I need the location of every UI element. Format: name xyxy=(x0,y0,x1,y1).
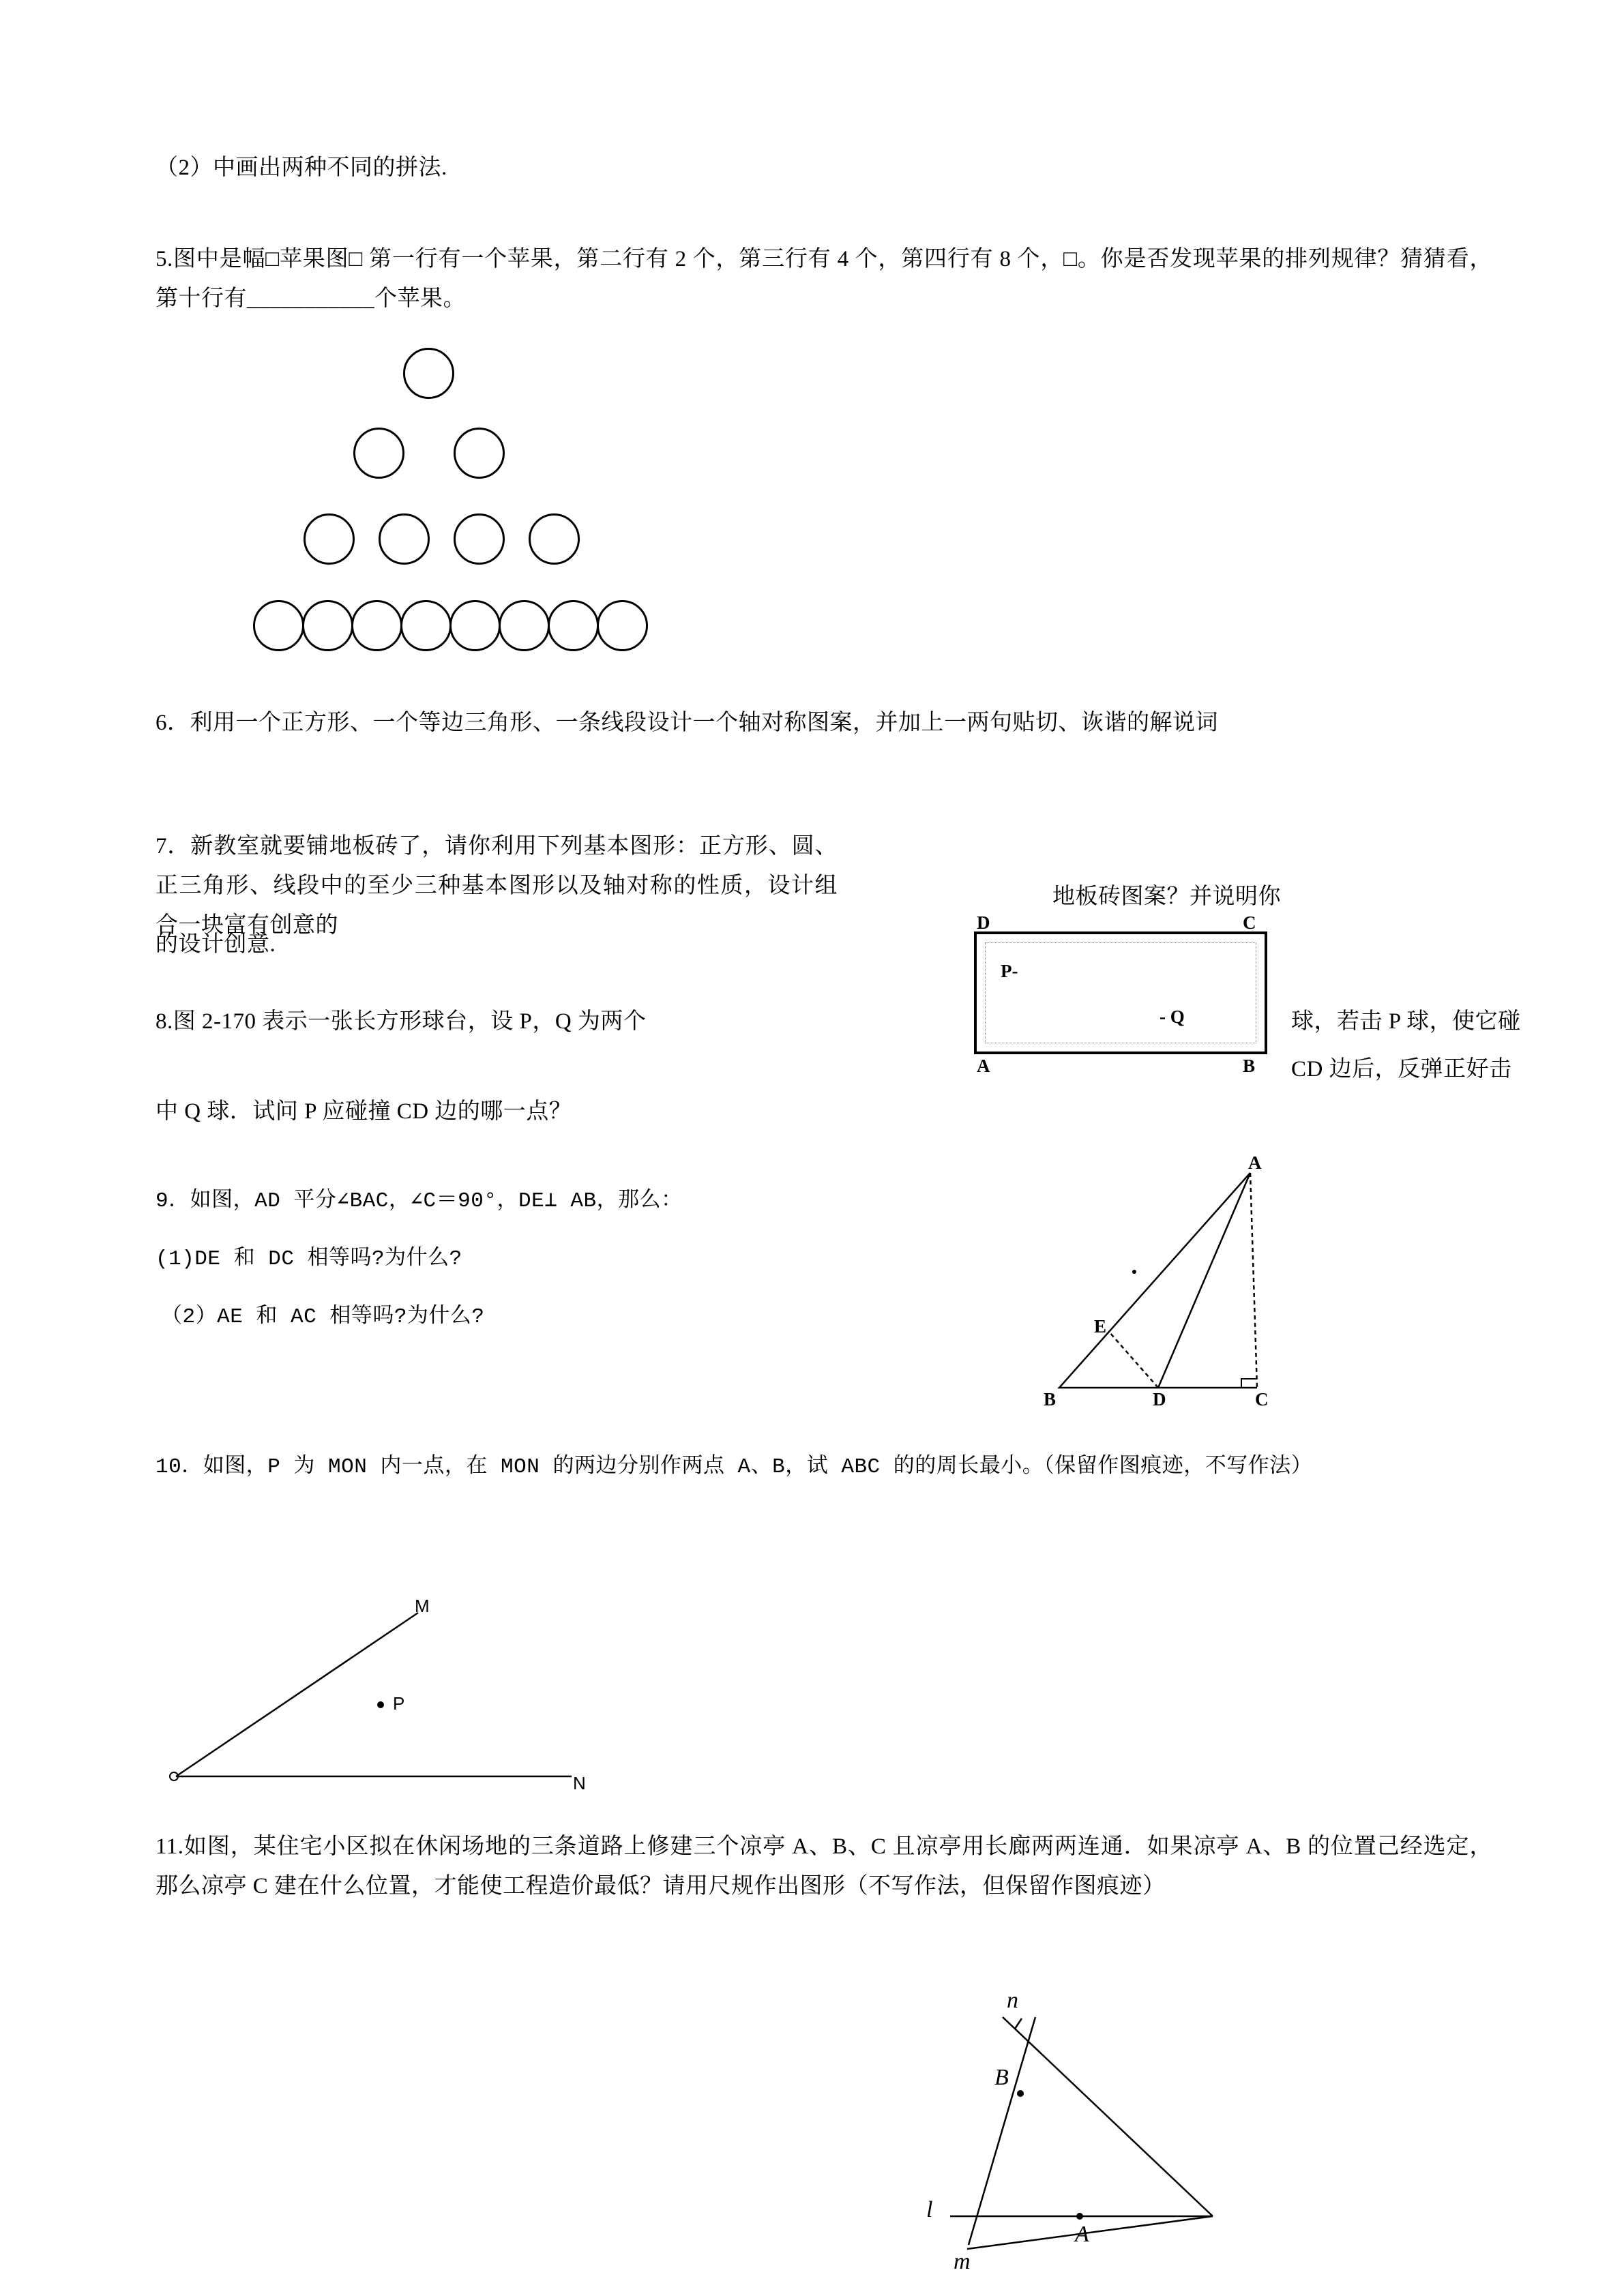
apple-circle xyxy=(454,428,505,479)
angle-mon-figure xyxy=(156,1575,701,1800)
angle-label-p: P xyxy=(393,1693,405,1714)
ball-p-label: P- xyxy=(1001,961,1018,981)
apple-circle xyxy=(353,428,404,479)
question-8-text-a: 8.图 2-170 表示一张长方形球台，设 P，Q 为两个 xyxy=(156,1009,647,1034)
ball-q-label: - Q xyxy=(1160,1007,1185,1027)
question-9-text-b: (1)DE 和 DC 相等吗?为什么? xyxy=(156,1247,462,1271)
apple-circle xyxy=(304,513,355,565)
apple-circle xyxy=(379,513,430,565)
triangle-label-l: l xyxy=(926,2197,933,2222)
apple-circle xyxy=(597,600,648,651)
triangle-bisector-svg xyxy=(1029,1152,1301,1418)
triangle-label-n: n xyxy=(1007,1988,1018,2013)
question-11-text: 11.如图，某住宅小区拟在休闲场地的三条道路上修建三个凉亭 A、B、C 且凉亭用长廊两两连通．如果凉亭 A、B 的位置己经选定，那么凉亭 C 建在什么位置，才能使工程造价最低？请用尺规作出图形（不写作法，但保留作图痕迹） xyxy=(156,1834,1492,1898)
table-rectangle xyxy=(974,931,1267,1054)
question-10-text: 10．如图，P 为 MON 内一点，在 MON 的两边分别作两点 A、B，试 ABC 的的周长最小。（保留作图痕迹，不写作法） xyxy=(156,1455,1313,1479)
apple-circle xyxy=(403,348,454,399)
triangle-label-e: E xyxy=(1094,1316,1107,1337)
question-7-text-end: 的设计创意. xyxy=(156,932,276,957)
angle-label-m: M xyxy=(415,1596,430,1616)
angle-label-n: N xyxy=(573,1773,586,1793)
question-7-text-cont: 地板砖图案？并说明你 xyxy=(1052,884,1281,909)
triangle-lmn-svg xyxy=(926,1984,1308,2278)
question-8-text-d: 中 Q 球．试问 P 应碰撞 CD 边的哪一点？ xyxy=(156,1099,572,1124)
triangle-lmn-figure xyxy=(926,1984,1308,2278)
apple-circle xyxy=(449,600,501,651)
apple-circle xyxy=(351,600,402,651)
apple-pyramid-figure xyxy=(156,341,715,668)
triangle-label-m: m xyxy=(954,2249,971,2274)
question-8-text-b: 球，若击 P 球，使它碰 xyxy=(1291,1009,1521,1034)
question-2-text: （2）中画出两种不同的拼法. xyxy=(156,155,447,180)
apple-circle xyxy=(253,600,304,651)
triangle-label-a: A xyxy=(1248,1152,1262,1173)
triangle-label-c: C xyxy=(1255,1389,1269,1410)
question-7-text: 7．新教室就要铺地板砖了，请你利用下列基本图形：正方形、圆、正三角形、线段中的至少三种基本图形以及轴对称的性质，设计组合一块富有创意的 xyxy=(156,834,838,938)
table-label-a: A xyxy=(977,1056,990,1076)
question-8-text-c: CD 边后，反弹正好击 xyxy=(1291,1057,1512,1082)
apple-circle xyxy=(302,600,353,651)
billiard-table-figure xyxy=(962,911,1282,1078)
table-label-b: B xyxy=(1243,1056,1256,1076)
question-6-text: 6．利用一个正方形、一个等边三角形、一条线段设计一个轴对称图案，并加上一两句贴切、诙谐的解说词 xyxy=(156,711,1218,735)
apple-circle xyxy=(400,600,452,651)
apple-circle xyxy=(548,600,599,651)
apple-circle xyxy=(454,513,505,565)
triangle-label-a: A xyxy=(1075,2222,1089,2247)
apple-circle xyxy=(499,600,550,651)
question-9-text-c: （2）AE 和 AC 相等吗?为什么? xyxy=(161,1305,485,1329)
table-inner-border xyxy=(985,942,1256,1043)
apple-circle xyxy=(529,513,580,565)
triangle-label-b: B xyxy=(994,2065,1009,2090)
table-label-d: D xyxy=(977,912,990,933)
triangle-label-b: B xyxy=(1044,1389,1057,1410)
triangle-bisector-figure xyxy=(1029,1152,1301,1418)
table-label-c: C xyxy=(1243,912,1256,933)
question-9-text-a: 9．如图，AD 平分∠BAC，∠C＝90°，DE⊥ AB，那么： xyxy=(156,1189,683,1213)
question-5-text: 5.图中是幅□苹果图□ 第一行有一个苹果，第二行有 2 个，第三行有 4 个，第四行有 8 个，□。你是否发现苹果的排列规律？猜猜看，第十行有___________个苹果。 xyxy=(156,247,1492,311)
triangle-label-d: D xyxy=(1153,1389,1166,1410)
